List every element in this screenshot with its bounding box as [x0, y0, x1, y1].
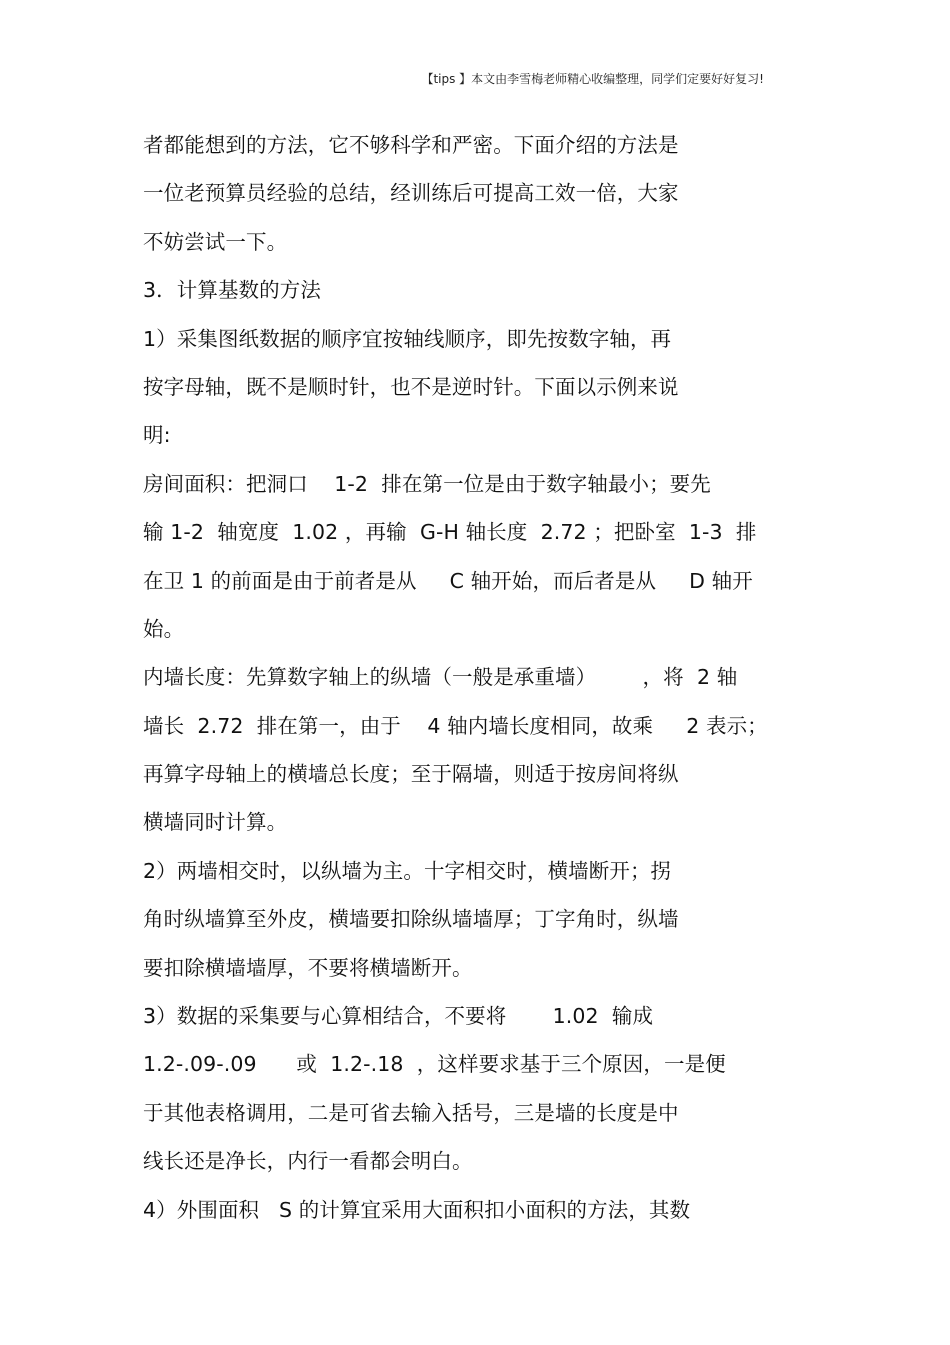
text-line: 墙长 2.72 排在第一，由于 4 轴内墙长度相同，故乘 2 表示；: [143, 713, 768, 738]
text-line: 输 1-2 轴宽度 1.02 ，再输 G-H 轴长度 2.72 ；把卧室 1-3 排: [143, 520, 757, 545]
text-line: 横墙同时计算。: [143, 810, 288, 835]
text-line: 房间面积：把洞口 1-2 排在第一位是由于数字轴最小；要先: [143, 471, 711, 496]
text-line: 角时纵墙算至外皮，横墙要扣除纵墙墙厚；丁字角时，纵墙: [143, 907, 679, 932]
text-line: 在卫 1 的前面是由于前者是从 C 轴开始，而后者是从 D 轴开: [143, 568, 753, 593]
text-line: 1）采集图纸数据的顺序宜按轴线顺序，即先按数字轴，再: [143, 326, 672, 351]
section-heading: 3．计算基数的方法: [143, 278, 321, 303]
text-line: 要扣除横墙墙厚，不要将横墙断开。: [143, 955, 473, 980]
page-header-tips: 【tips 】本文由李雪梅老师精心收编整理，同学们定要好好复习!: [421, 72, 764, 86]
text-line: 者都能想到的方法，它不够科学和严密。下面介绍的方法是: [143, 133, 679, 157]
text-line: 不妨尝试一下。: [143, 229, 288, 254]
text-line: 1.2-.09-.09 或 1.2-.18 ，这样要求基于三个原因，一是便: [143, 1052, 726, 1077]
text-line: 3）数据的采集要与心算相结合，不要将 1.02 输成: [143, 1004, 654, 1029]
text-line: 始。: [143, 616, 185, 641]
document-body: [143, 128, 823, 1241]
text-line: 按字母轴，既不是顺时针，也不是逆时针。下面以示例来说: [143, 374, 679, 399]
text-line: 内墙长度：先算数字轴上的纵墙（一般是承重墙） ，将 2 轴: [143, 665, 738, 690]
text-line: 再算字母轴上的横墙总长度；至于隔墙，则适于按房间将纵: [143, 762, 679, 787]
text-line: 2）两墙相交时，以纵墙为主。十字相交时，横墙断开；拐: [143, 858, 672, 883]
text-line: 线长还是净长，内行一看都会明白。: [143, 1149, 473, 1174]
text-line: 一位老预算员经验的总结，经训练后可提高工效一倍，大家: [143, 181, 679, 206]
text-line: 于其他表格调用，二是可省去输入括号，三是墙的长度是中: [143, 1100, 679, 1125]
text-line: 4）外围面积 S 的计算宜采用大面积扣小面积的方法，其数: [143, 1197, 691, 1222]
text-line: 明:: [143, 423, 171, 448]
